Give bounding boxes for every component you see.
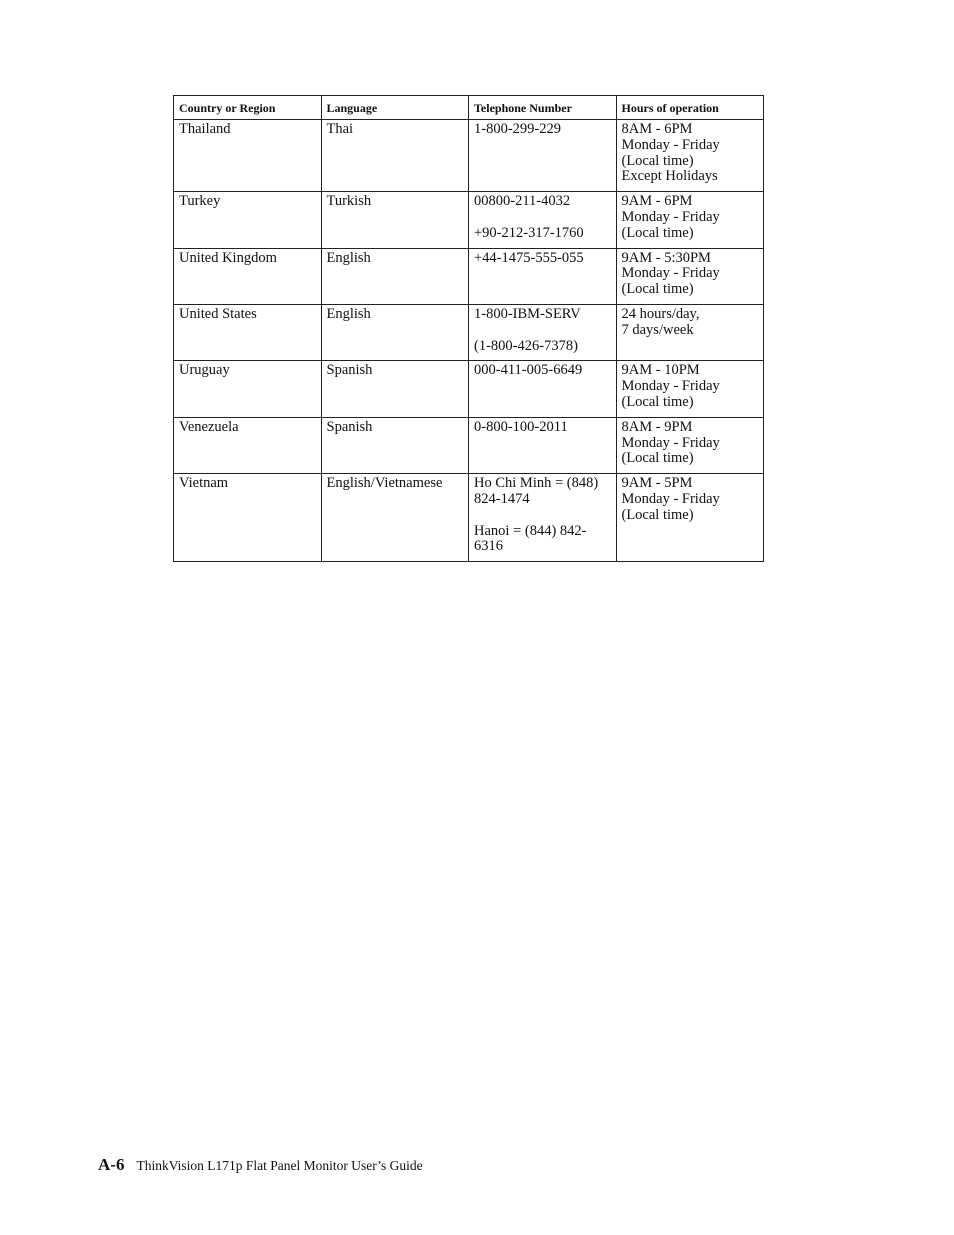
cell-line: (Local time) [621,281,694,298]
cell-line: (Local time) [621,506,694,523]
cell-spacer [474,323,611,339]
cell-telephone [469,248,617,304]
cell-line: 24 hours/day, [621,305,700,322]
table-body [174,120,764,562]
cell-spacer [474,210,611,226]
table-header-row [174,96,764,120]
cell-line: Monday - Friday [621,265,720,282]
header-hours: Hours of operation [616,96,764,120]
cell-hours [616,417,764,473]
cell-line: 1-800-299-229 [474,121,561,137]
table-row [174,192,764,248]
support-contacts-table [173,95,764,562]
cell-line: Monday - Friday [621,490,720,507]
cell-line: 9AM - 10PM [621,362,700,379]
table-row [174,474,764,562]
cell-telephone [469,474,617,562]
cell-language: English [321,248,469,304]
cell-line: Monday - Friday [621,136,720,153]
cell-hours [616,304,764,360]
cell-telephone [469,361,617,417]
table-row [174,361,764,417]
cell-language: English [321,304,469,360]
page-number: A-6 [98,1155,125,1174]
cell-line: 9AM - 5:30PM [621,249,711,266]
cell-hours [616,120,764,192]
cell-line: 7 days/week [621,321,694,338]
cell-line: (Local time) [621,152,694,169]
cell-line: (Local time) [621,450,694,467]
cell-country: United States [174,304,322,360]
header-telephone: Telephone Number [469,96,617,120]
cell-line: 1-800-IBM-SERV [474,305,581,322]
cell-hours [616,474,764,562]
cell-language: Thai [321,120,469,192]
table-row [174,120,764,192]
page-footer [98,1155,423,1175]
cell-hours [616,248,764,304]
header-language: Language [321,96,469,120]
cell-line: 000-411-005-6649 [474,362,583,379]
cell-line: 824-1474 [474,490,530,507]
cell-line: (Local time) [621,224,694,241]
cell-line: 9AM - 6PM [621,193,693,210]
cell-language: Spanish [321,361,469,417]
cell-telephone [469,192,617,248]
cell-language: Turkish [321,192,469,248]
cell-spacer [474,508,611,524]
cell-telephone [469,417,617,473]
cell-line: 6316 [474,538,503,555]
cell-country: United Kingdom [174,248,322,304]
cell-line: Except Holidays [621,168,718,185]
table-row [174,248,764,304]
cell-country: Uruguay [174,361,322,417]
cell-line: 0-800-100-2011 [474,418,568,435]
cell-language: English/Vietnamese [321,474,469,562]
cell-telephone [469,120,617,192]
cell-hours [616,361,764,417]
cell-line: 00800-211-4032 [474,193,571,210]
cell-language: Spanish [321,417,469,473]
cell-line: 8AM - 9PM [621,418,693,435]
cell-line: (1-800-426-7378) [474,337,578,354]
cell-line: Monday - Friday [621,208,720,225]
cell-line: Monday - Friday [621,434,720,451]
header-country: Country or Region [174,96,322,120]
cell-line: Ho Chi Minh = (848) [474,475,599,492]
cell-line: +90-212-317-1760 [474,224,584,241]
cell-line: Hanoi = (844) 842- [474,522,587,539]
cell-line: Monday - Friday [621,378,720,395]
cell-line: +44-1475-555-055 [474,249,584,266]
cell-country: Vietnam [174,474,322,562]
cell-line: 8AM - 6PM [621,121,693,137]
cell-line: 9AM - 5PM [621,475,693,492]
document-title: ThinkVision L171p Flat Panel Monitor User’s Guide [136,1158,423,1173]
cell-line: (Local time) [621,393,694,410]
table-row [174,417,764,473]
cell-country: Thailand [174,120,322,192]
cell-telephone [469,304,617,360]
cell-hours [616,192,764,248]
table-row [174,304,764,360]
cell-country: Turkey [174,192,322,248]
cell-country: Venezuela [174,417,322,473]
